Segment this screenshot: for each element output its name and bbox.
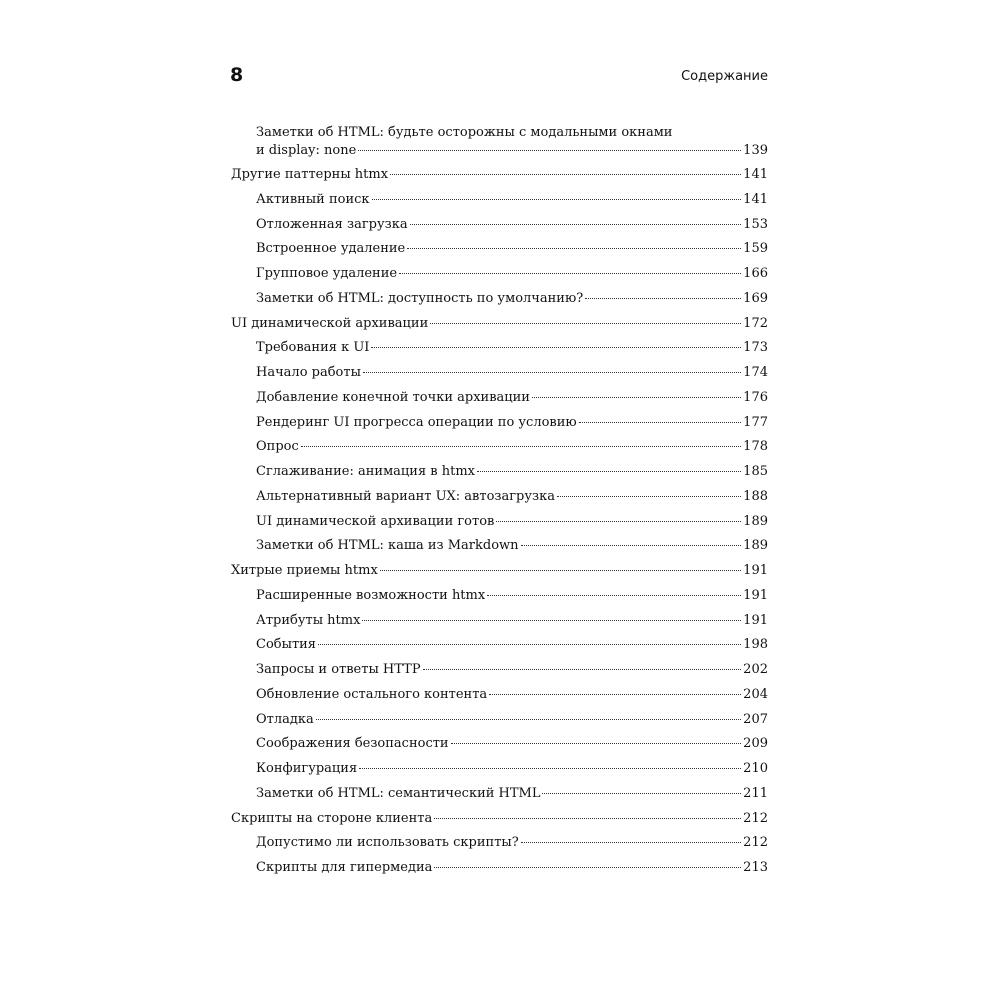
dot-leader — [496, 521, 741, 522]
toc-section-entry — [231, 633, 768, 658]
toc-page-number: 141 — [743, 191, 768, 207]
toc-entry-title: UI динамической архивации готов — [256, 513, 495, 529]
toc-entry-title: Отложенная загрузка — [256, 216, 408, 232]
dot-leader — [407, 248, 741, 249]
toc-section-entry — [231, 435, 768, 460]
toc-entry-title: Активный поиск — [256, 191, 370, 207]
toc-entry-title: Расширенные возможности htmx — [256, 587, 486, 603]
toc-section-entry — [231, 609, 768, 634]
dot-leader — [423, 669, 742, 670]
dot-leader — [489, 694, 741, 695]
toc-entry-title: Заметки об HTML: каша из Markdown — [256, 538, 519, 554]
toc-entry-title: Атрибуты htmx — [256, 612, 361, 628]
dot-leader — [358, 150, 741, 151]
dot-leader — [477, 471, 741, 472]
page-number: 8 — [230, 64, 244, 86]
dot-leader — [410, 224, 742, 225]
toc-entry-title: Требования к UI — [256, 340, 370, 356]
toc-page-number: 191 — [743, 587, 768, 603]
toc-page-number: 178 — [743, 439, 768, 455]
toc-entry-title: Обновление остального контента — [256, 686, 488, 702]
toc-section-entry — [231, 510, 768, 535]
toc-section-entry — [231, 386, 768, 411]
toc-entry-title: Заметки об HTML: семантический HTML — [256, 785, 541, 801]
toc-page-number: 139 — [743, 143, 768, 158]
toc-section-entry — [231, 262, 768, 287]
toc-page-number: 173 — [743, 340, 768, 356]
toc-section-entry — [231, 856, 768, 881]
dot-leader — [521, 842, 741, 843]
toc-section-entry — [231, 534, 768, 559]
toc-section-entry — [231, 831, 768, 856]
dot-leader — [301, 446, 741, 447]
toc-page-number: 189 — [743, 513, 768, 529]
toc-section-entry — [231, 485, 768, 510]
toc-page-number: 176 — [743, 389, 768, 405]
toc-page-number: 204 — [743, 686, 768, 702]
toc-chapter-entry — [231, 163, 768, 188]
dot-leader — [451, 743, 742, 744]
toc-entry-title: Рендеринг UI прогресса операции по условию — [256, 414, 577, 430]
toc-chapter-entry — [231, 312, 768, 337]
dot-leader — [585, 298, 741, 299]
toc-entry-title: Соображения безопасности — [256, 736, 449, 752]
toc-page-number: 209 — [743, 736, 768, 752]
toc-page-number: 141 — [743, 167, 768, 182]
toc-section-entry — [231, 683, 768, 708]
toc-page-number: 185 — [743, 464, 768, 479]
dot-leader — [359, 768, 741, 769]
toc-page-number: 189 — [743, 538, 768, 554]
toc-section-entry — [231, 411, 768, 436]
toc-entry-title: Отладка — [256, 711, 314, 727]
toc-chapter-entry — [231, 559, 768, 584]
toc-page-number: 212 — [743, 835, 768, 851]
dot-leader — [557, 496, 741, 497]
toc-entry-title: Альтернативный вариант UX: автозагрузка — [256, 488, 555, 504]
dot-leader — [399, 273, 741, 274]
toc-entry-title: Другие паттерны htmx — [231, 167, 389, 182]
toc-page-number: 174 — [743, 365, 768, 380]
toc-entry-title: UI динамической архивации — [231, 315, 429, 331]
dot-leader — [363, 372, 741, 373]
toc-section-entry — [231, 336, 768, 361]
dot-leader — [532, 397, 741, 398]
toc-page-number: 159 — [743, 241, 768, 257]
toc-section-entry — [231, 213, 768, 238]
toc-section-entry — [231, 732, 768, 757]
toc-page-number: 198 — [743, 637, 768, 653]
toc-section-entry — [231, 757, 768, 782]
toc-page-number: 202 — [743, 662, 768, 677]
dot-leader — [372, 199, 742, 200]
toc-section-entry — [231, 237, 768, 262]
dot-leader — [380, 570, 741, 571]
toc-entry-title: Конфигурация — [256, 761, 358, 776]
toc-entry-title: Заметки об HTML: доступность по умолчанию? — [256, 290, 584, 306]
toc-entry-title: Скрипты на стороне клиента — [231, 810, 433, 826]
running-head: Содержание — [681, 69, 768, 84]
dot-leader — [430, 323, 741, 324]
toc-page-number: 211 — [743, 785, 768, 801]
toc-page-number: 169 — [743, 290, 768, 306]
toc-page-number: 188 — [743, 488, 768, 504]
toc-section-entry — [231, 123, 768, 160]
toc-section-entry — [231, 287, 768, 312]
toc-entry-title: Встроенное удаление — [256, 241, 406, 257]
dot-leader — [362, 620, 741, 621]
toc-entry-title: События — [256, 637, 317, 653]
toc-page-number: 172 — [743, 315, 768, 331]
dot-leader — [371, 347, 741, 348]
toc-entry-title: Хитрые приемы htmx — [231, 563, 378, 578]
toc-page-number: 166 — [743, 266, 768, 281]
toc-entry-title: Сглаживание: анимация в htmx — [256, 464, 476, 479]
toc-entry-title: и display: none — [256, 143, 357, 158]
toc-section-entry — [231, 361, 768, 386]
toc-page-number: 191 — [743, 563, 768, 578]
dot-leader — [434, 818, 741, 819]
toc-chapter-entry — [231, 807, 768, 832]
toc-entry-title: Групповое удаление — [256, 266, 398, 281]
toc-page-number: 191 — [743, 612, 768, 628]
toc-page-number: 210 — [743, 761, 768, 776]
toc-entry-title: Допустимо ли использовать скрипты? — [256, 835, 519, 851]
dot-leader — [487, 595, 741, 596]
toc-section-entry — [231, 460, 768, 485]
toc-page-number: 213 — [743, 860, 768, 875]
toc-page-number: 153 — [743, 216, 768, 232]
dot-leader — [390, 174, 741, 175]
toc-section-entry — [231, 658, 768, 683]
table-of-contents — [231, 120, 768, 881]
dot-leader — [434, 867, 741, 868]
toc-section-entry — [231, 708, 768, 733]
toc-entry-title: Запросы и ответы HTTP — [256, 662, 421, 677]
dot-leader — [579, 422, 741, 423]
toc-entry-title-line: Заметки об HTML: будьте осторожны с модальными окнами — [256, 125, 673, 140]
toc-entry-title: Начало работы — [256, 365, 361, 380]
toc-section-entry — [231, 584, 768, 609]
toc-section-entry — [231, 188, 768, 213]
toc-page-number: 212 — [743, 810, 768, 826]
toc-entry-title: Опрос — [256, 439, 299, 455]
toc-entry-title: Добавление конечной точки архивации — [256, 389, 530, 405]
dot-leader — [521, 545, 742, 546]
toc-section-entry — [231, 782, 768, 807]
dot-leader — [316, 719, 741, 720]
dot-leader — [542, 793, 741, 794]
toc-page-number: 177 — [743, 414, 768, 430]
toc-entry-title: Скрипты для гипермедиа — [256, 860, 433, 875]
dot-leader — [318, 644, 741, 645]
toc-page-number: 207 — [743, 711, 768, 727]
